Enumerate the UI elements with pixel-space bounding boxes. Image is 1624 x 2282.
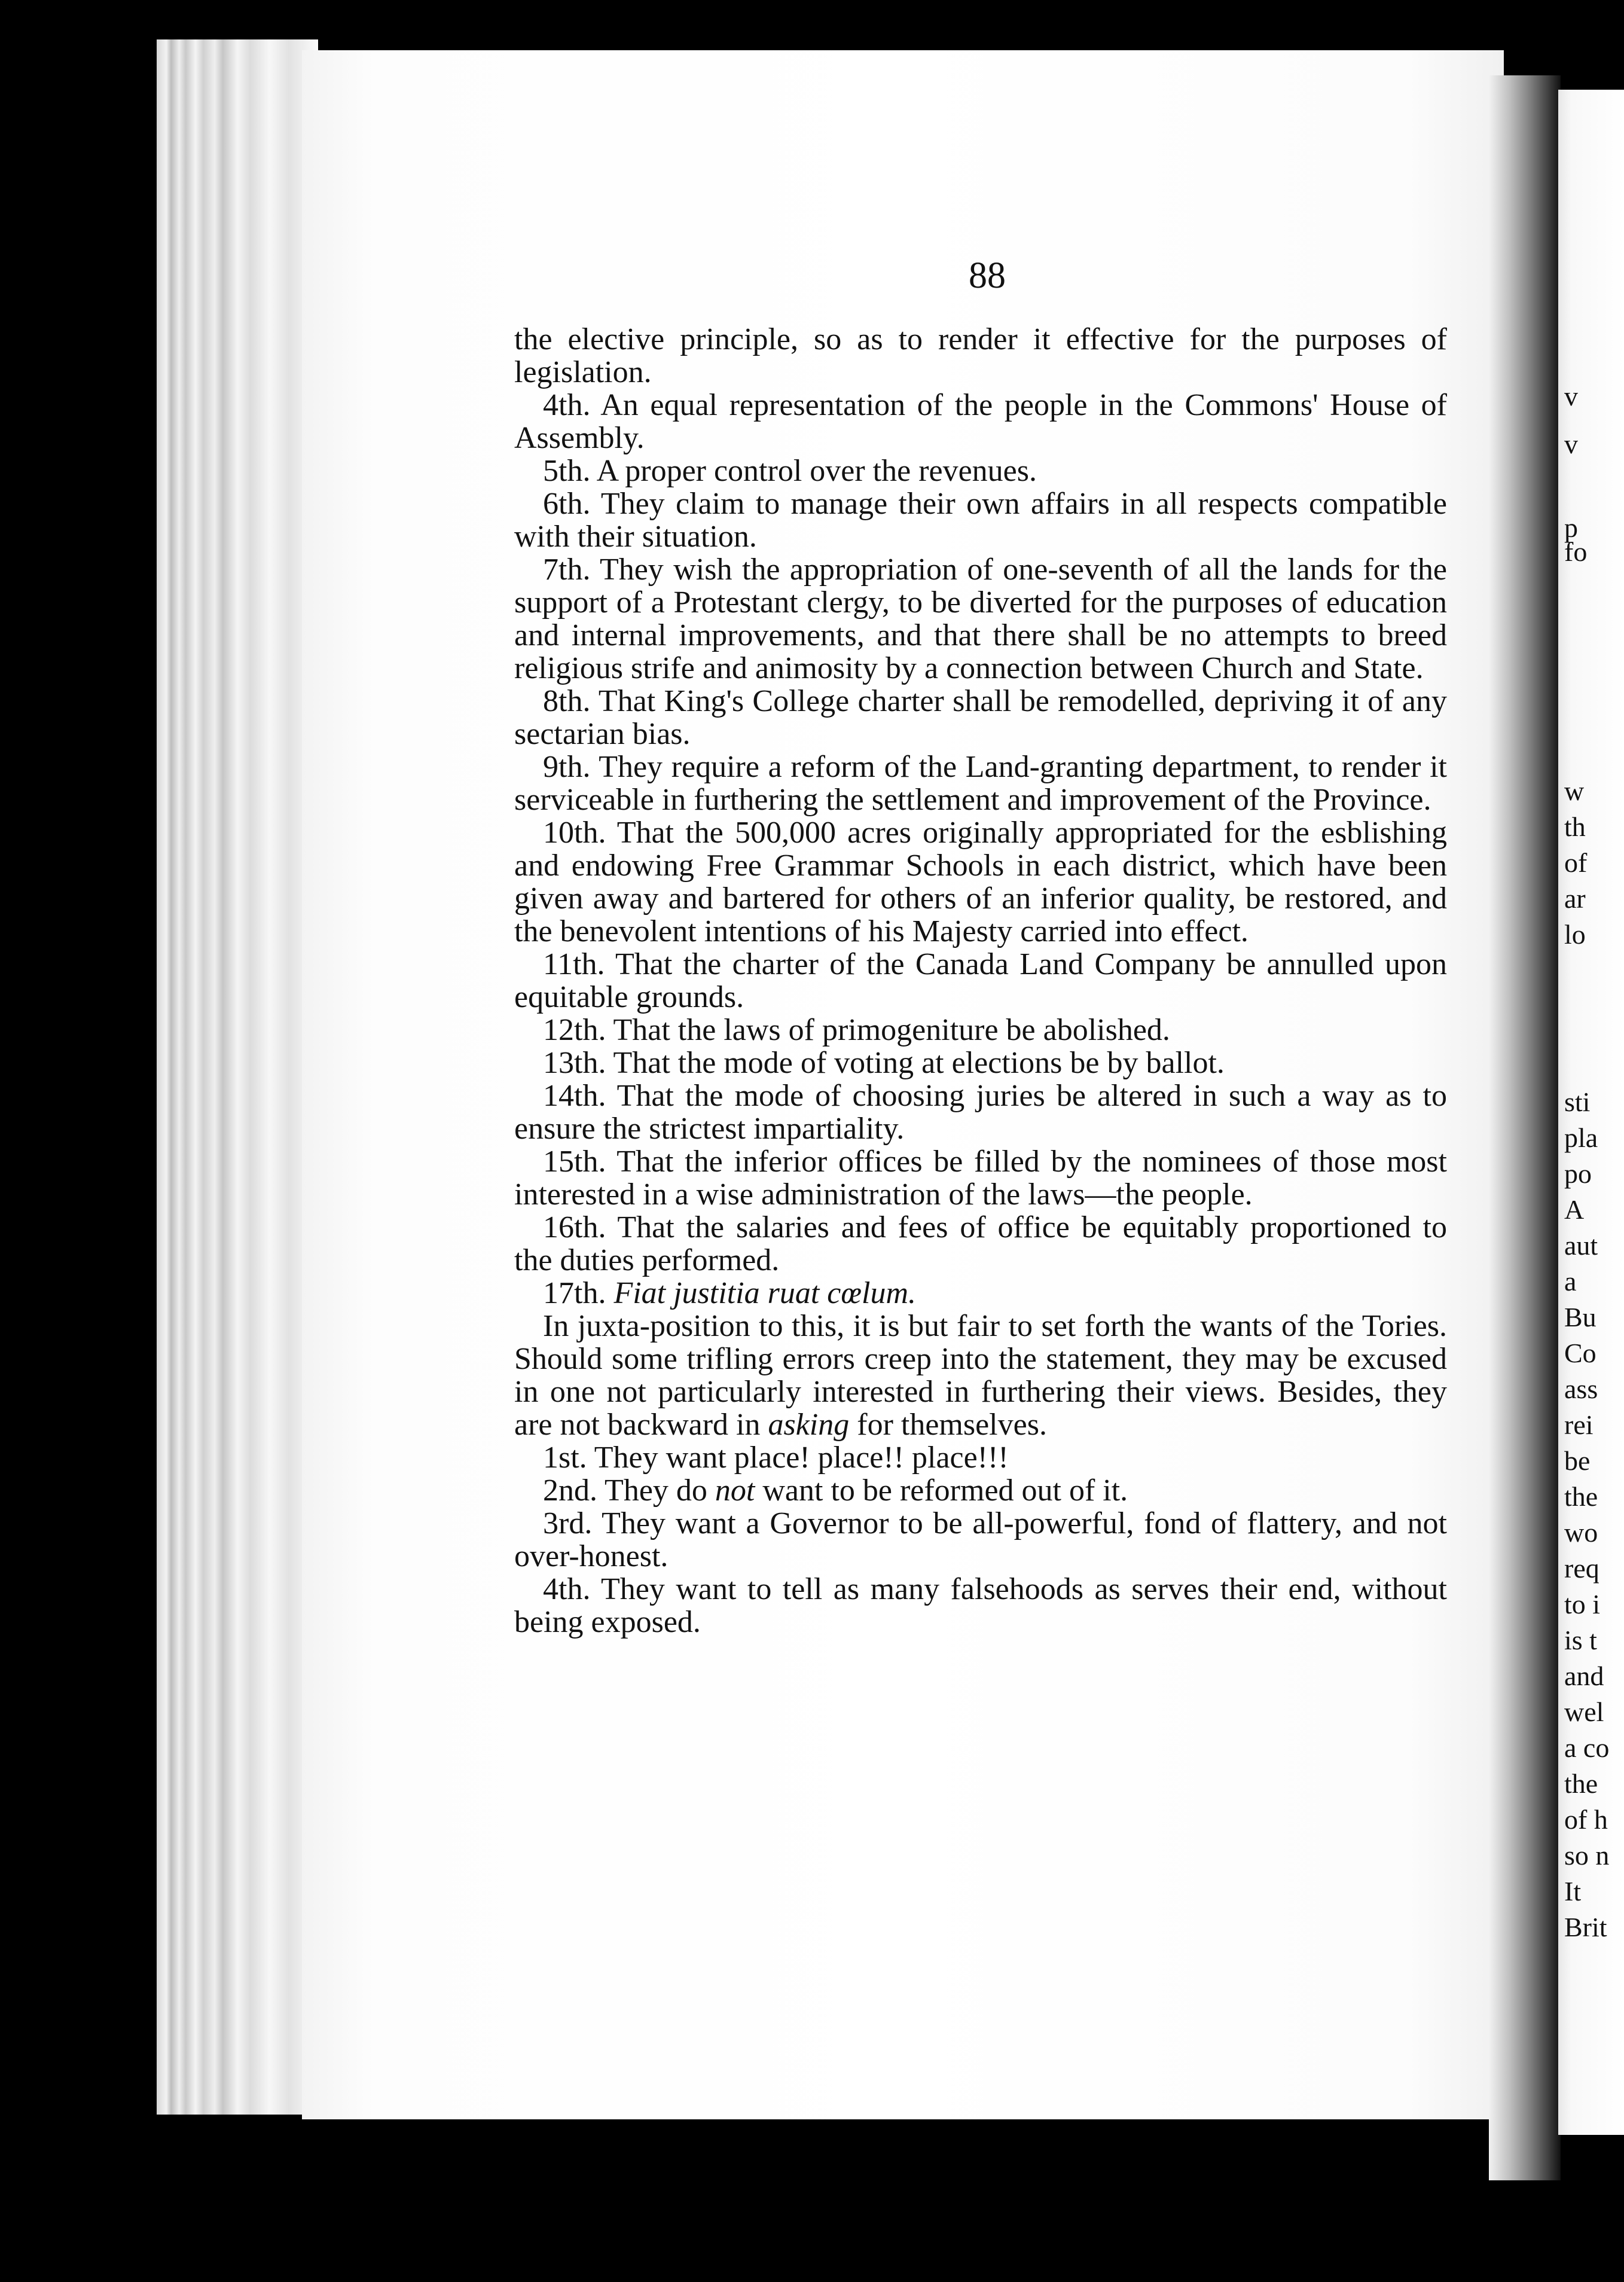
latin-motto: Fiat justitia ruat cœlum. <box>613 1276 917 1310</box>
facing-page-fragment: It <box>1564 1876 1582 1906</box>
facing-page-fragment: lo <box>1564 919 1586 950</box>
facing-page-fragment: is t <box>1564 1625 1597 1655</box>
facing-page-fragment: wo <box>1564 1517 1598 1548</box>
paragraph: the elective principle, so as to render it effective for the purposes of legislation. <box>514 322 1447 389</box>
text-run: In juxta-position to this, it is but fair to set forth the wants of the Tories. Should some trifling errors creep into the statement, they may be excused in one not particularly interested in furthering their views. Besides, they are not backward in <box>514 1309 1447 1442</box>
facing-page-fragment: po <box>1564 1158 1592 1189</box>
paragraph: 10th. That the 500,000 acres originally appropriated for the esblishing and endowing Free Grammar Schools in each district, which have been given away and bartered for others of an inferior quality, be restored, and the benevolent intentions of his Majesty carried into effect. <box>514 816 1447 948</box>
facing-page-fragment: of h <box>1564 1804 1608 1835</box>
facing-page-fragment: wel <box>1564 1697 1604 1727</box>
facing-page-fragment: rei <box>1564 1410 1594 1440</box>
paragraph: 14th. That the mode of choosing juries be altered in such a way as to ensure the strictest impartiality. <box>514 1079 1447 1146</box>
paragraph: 13th. That the mode of voting at elections be by ballot. <box>543 1046 1225 1080</box>
gutter-shadow <box>1489 75 1561 2180</box>
facing-page-fragment: req <box>1564 1553 1599 1584</box>
paragraph: 9th. They require a reform of the Land-granting department, to render it serviceable in furthering the settlement and improvement of the Province. <box>514 750 1447 817</box>
facing-page-fragment: so n <box>1564 1840 1610 1871</box>
paragraph: 11th. That the charter of the Canada Land Company be annulled upon equitable grounds. <box>514 947 1447 1014</box>
text-run: 2nd. They do <box>543 1473 707 1508</box>
facing-page-fragment: sti <box>1564 1087 1591 1117</box>
paragraph: 4th. They want to tell as many falsehoods as serves their end, without being exposed. <box>514 1572 1447 1639</box>
paragraph-2nd <box>514 1474 1447 1507</box>
paragraph: 3rd. They want a Governor to be all-powerful, fond of flattery, and not over-honest. <box>514 1506 1447 1573</box>
page-text <box>514 323 1447 1639</box>
facing-page-fragment: fo <box>1564 536 1588 567</box>
facing-page-fragment: w <box>1564 776 1585 806</box>
facing-page-fragment: the <box>1564 1768 1598 1799</box>
page-edges <box>157 39 318 2115</box>
facing-page-fragment: Brit <box>1564 1912 1607 1942</box>
facing-page-fragment: th <box>1564 811 1586 842</box>
page-number: 88 <box>969 255 1006 296</box>
text-run: for themselves. <box>857 1408 1047 1442</box>
facing-page-fragment: v <box>1564 381 1578 411</box>
paragraph: 8th. That King's College charter shall be remodelled, depriving it of any sectarian bias. <box>514 684 1447 751</box>
paragraph: 1st. They want place! place!! place!!! <box>543 1441 1009 1475</box>
paragraph: 4th. An equal representation of the people in the Commons' House of Assembly. <box>514 388 1447 455</box>
emphasis: asking <box>768 1408 850 1442</box>
facing-page-fragment: A <box>1564 1194 1585 1225</box>
facing-page-fragment: ass <box>1564 1374 1598 1404</box>
facing-page-fragment: a co <box>1564 1732 1610 1763</box>
emphasis: not <box>715 1473 755 1508</box>
facing-page-fragment: a <box>1564 1266 1577 1296</box>
facing-page-fragment: pla <box>1564 1122 1598 1153</box>
facing-page-fragment: and <box>1564 1661 1604 1691</box>
paragraph-label: 17th. <box>543 1276 606 1310</box>
facing-page-fragment: to i <box>1564 1589 1601 1619</box>
facing-page-fragment: p <box>1564 512 1578 543</box>
paragraph-tories-intro <box>514 1310 1447 1441</box>
paragraph: 12th. That the laws of primogeniture be abolished. <box>543 1013 1170 1047</box>
paragraph: 5th. A proper control over the revenues. <box>543 454 1037 488</box>
facing-page-fragment: of <box>1564 847 1588 878</box>
facing-page-fragment: be <box>1564 1445 1591 1476</box>
paragraph-17 <box>514 1277 1447 1310</box>
facing-page-fragment: Bu <box>1564 1302 1596 1332</box>
facing-page-fragment: aut <box>1564 1230 1598 1261</box>
paragraph: 15th. That the inferior offices be filled by the nominees of those most interested in a wise administration of the laws—the people. <box>514 1145 1447 1212</box>
facing-page-fragment: the <box>1564 1481 1598 1512</box>
facing-page-fragment: ar <box>1564 883 1586 914</box>
paragraph: 7th. They wish the appropriation of one-seventh of all the lands for the support of a Protestant clergy, to be diverted for the purposes of education and internal improvements, and that there shall be no attempts to breed religious strife and animosity by a connection between Church and State. <box>514 553 1447 685</box>
facing-page-fragment: v <box>1564 429 1578 459</box>
paragraph: 6th. They claim to manage their own affairs in all respects compatible with their situation. <box>514 487 1447 554</box>
facing-page-fragment: Co <box>1564 1338 1596 1368</box>
text-run: want to be reformed out of it. <box>762 1473 1128 1508</box>
paragraph: 16th. That the salaries and fees of office be equitably proportioned to the duties performed. <box>514 1210 1447 1277</box>
